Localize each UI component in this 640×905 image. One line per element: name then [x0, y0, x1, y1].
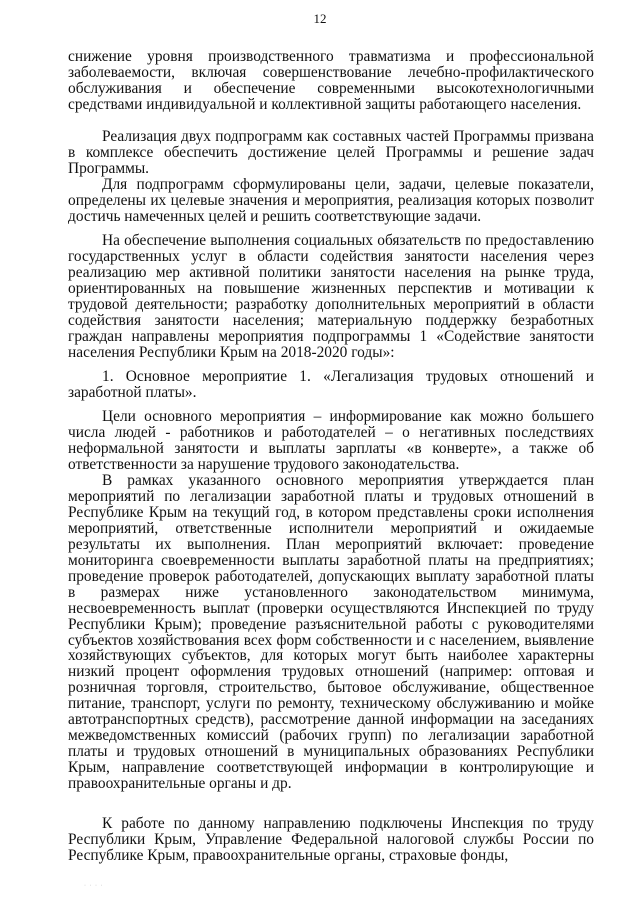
paragraph-activity-plan: В рамках указанного основного мероприятия утверждается план мероприятий по легализации заработной платы и трудовых отношений в Республике Крым на текущий год, в котором представлены сроки исполнения мероприятий, ответственные исполнители мероприятий и ожидаемые результаты их выполнения. План мероприятий включает: проведение мониторинга своевременности выплаты заработной платы на предприятиях; проведение проверок работодателей, допускающих выплату заработной платы в размерах ниже установленного законодательством минимума, несвоевременность выплат (проверки осуществляются Инспекцией по труду Республики Крым); проведение разъяснительной работы с руководителями субъектов хозяйствования всех форм собственности и с населением, выявление хозяйствующих субъектов, для которых могут быть наиболее характерны низкий процент оформления трудовых отношений (например: оптовая и розничная торговля, строительство, бытовое обслуживание, общественное питание, транспорт, услуги по ремонту, техническому обслуживанию и мойке автотранспортных средств), рассмотрение данной информации на заседаниях межведомственных комиссий (рабочих групп) по легализации заработной платы и трудовых отношений в муниципальных образованиях Республики Крым, направление соответствующей информации в контролирующие и правоохранительные органы и др. — [68, 472, 594, 793]
paragraph-main-activity-goals: Цели основного мероприятия – информирование как можно большего числа людей - работников и работодателей – о негативных последствиях неформальной занятости и выплаты зарплаты «в конверте», а также об ответственности за нарушение трудового законодательства. — [68, 408, 594, 473]
page-number: 12 — [313, 11, 327, 26]
paragraph-main-activity-title: 1. Основное мероприятие 1. «Легализация трудовых отношений и заработной платы». — [68, 368, 594, 401]
paragraph-participants: К работе по данному направлению подключены Инспекция по труду Республики Крым, Управление Федеральной налоговой службы России по Республике Крым, правоохранительные органы, страховые фонды, — [68, 815, 594, 864]
scan-artifact: · · · · — [84, 883, 104, 889]
paragraph-subprograms-implementation: Реализация двух подпрограмм как составных частей Программы призвана в комплексе обеспечить достижение целей Программы и решение задач Программы. — [68, 128, 594, 177]
paragraph-continuation: снижение уровня производственного травматизма и профессиональной заболеваемости, включая совершенствование лечебно-профилактического обслуживания и обеспечение современными высокотехнологичными средствами индивидуальной и коллективной защиты работающего населения. — [68, 48, 594, 113]
paragraph-social-obligations: На обеспечение выполнения социальных обязательств по предоставлению государственных услуг в области содействия занятости населения через реализацию мер активной политики занятости населения на рынке труда, ориентированных на повышение жизненных перспектив и мотивации к трудовой деятельности; разработку дополнительных мероприятий в области содействия занятости населения; материальную поддержку безработных граждан направлены мероприятия подпрограммы 1 «Содействие занятости населения Республики Крым на 2018-2020 годы»: — [68, 232, 594, 361]
paragraph-subprograms-goals: Для подпрограмм сформулированы цели, задачи, целевые показатели, определены их целевые значения и мероприятия, реализация которых позволит достичь намеченных целей и решить соответствующие задачи. — [68, 176, 594, 225]
